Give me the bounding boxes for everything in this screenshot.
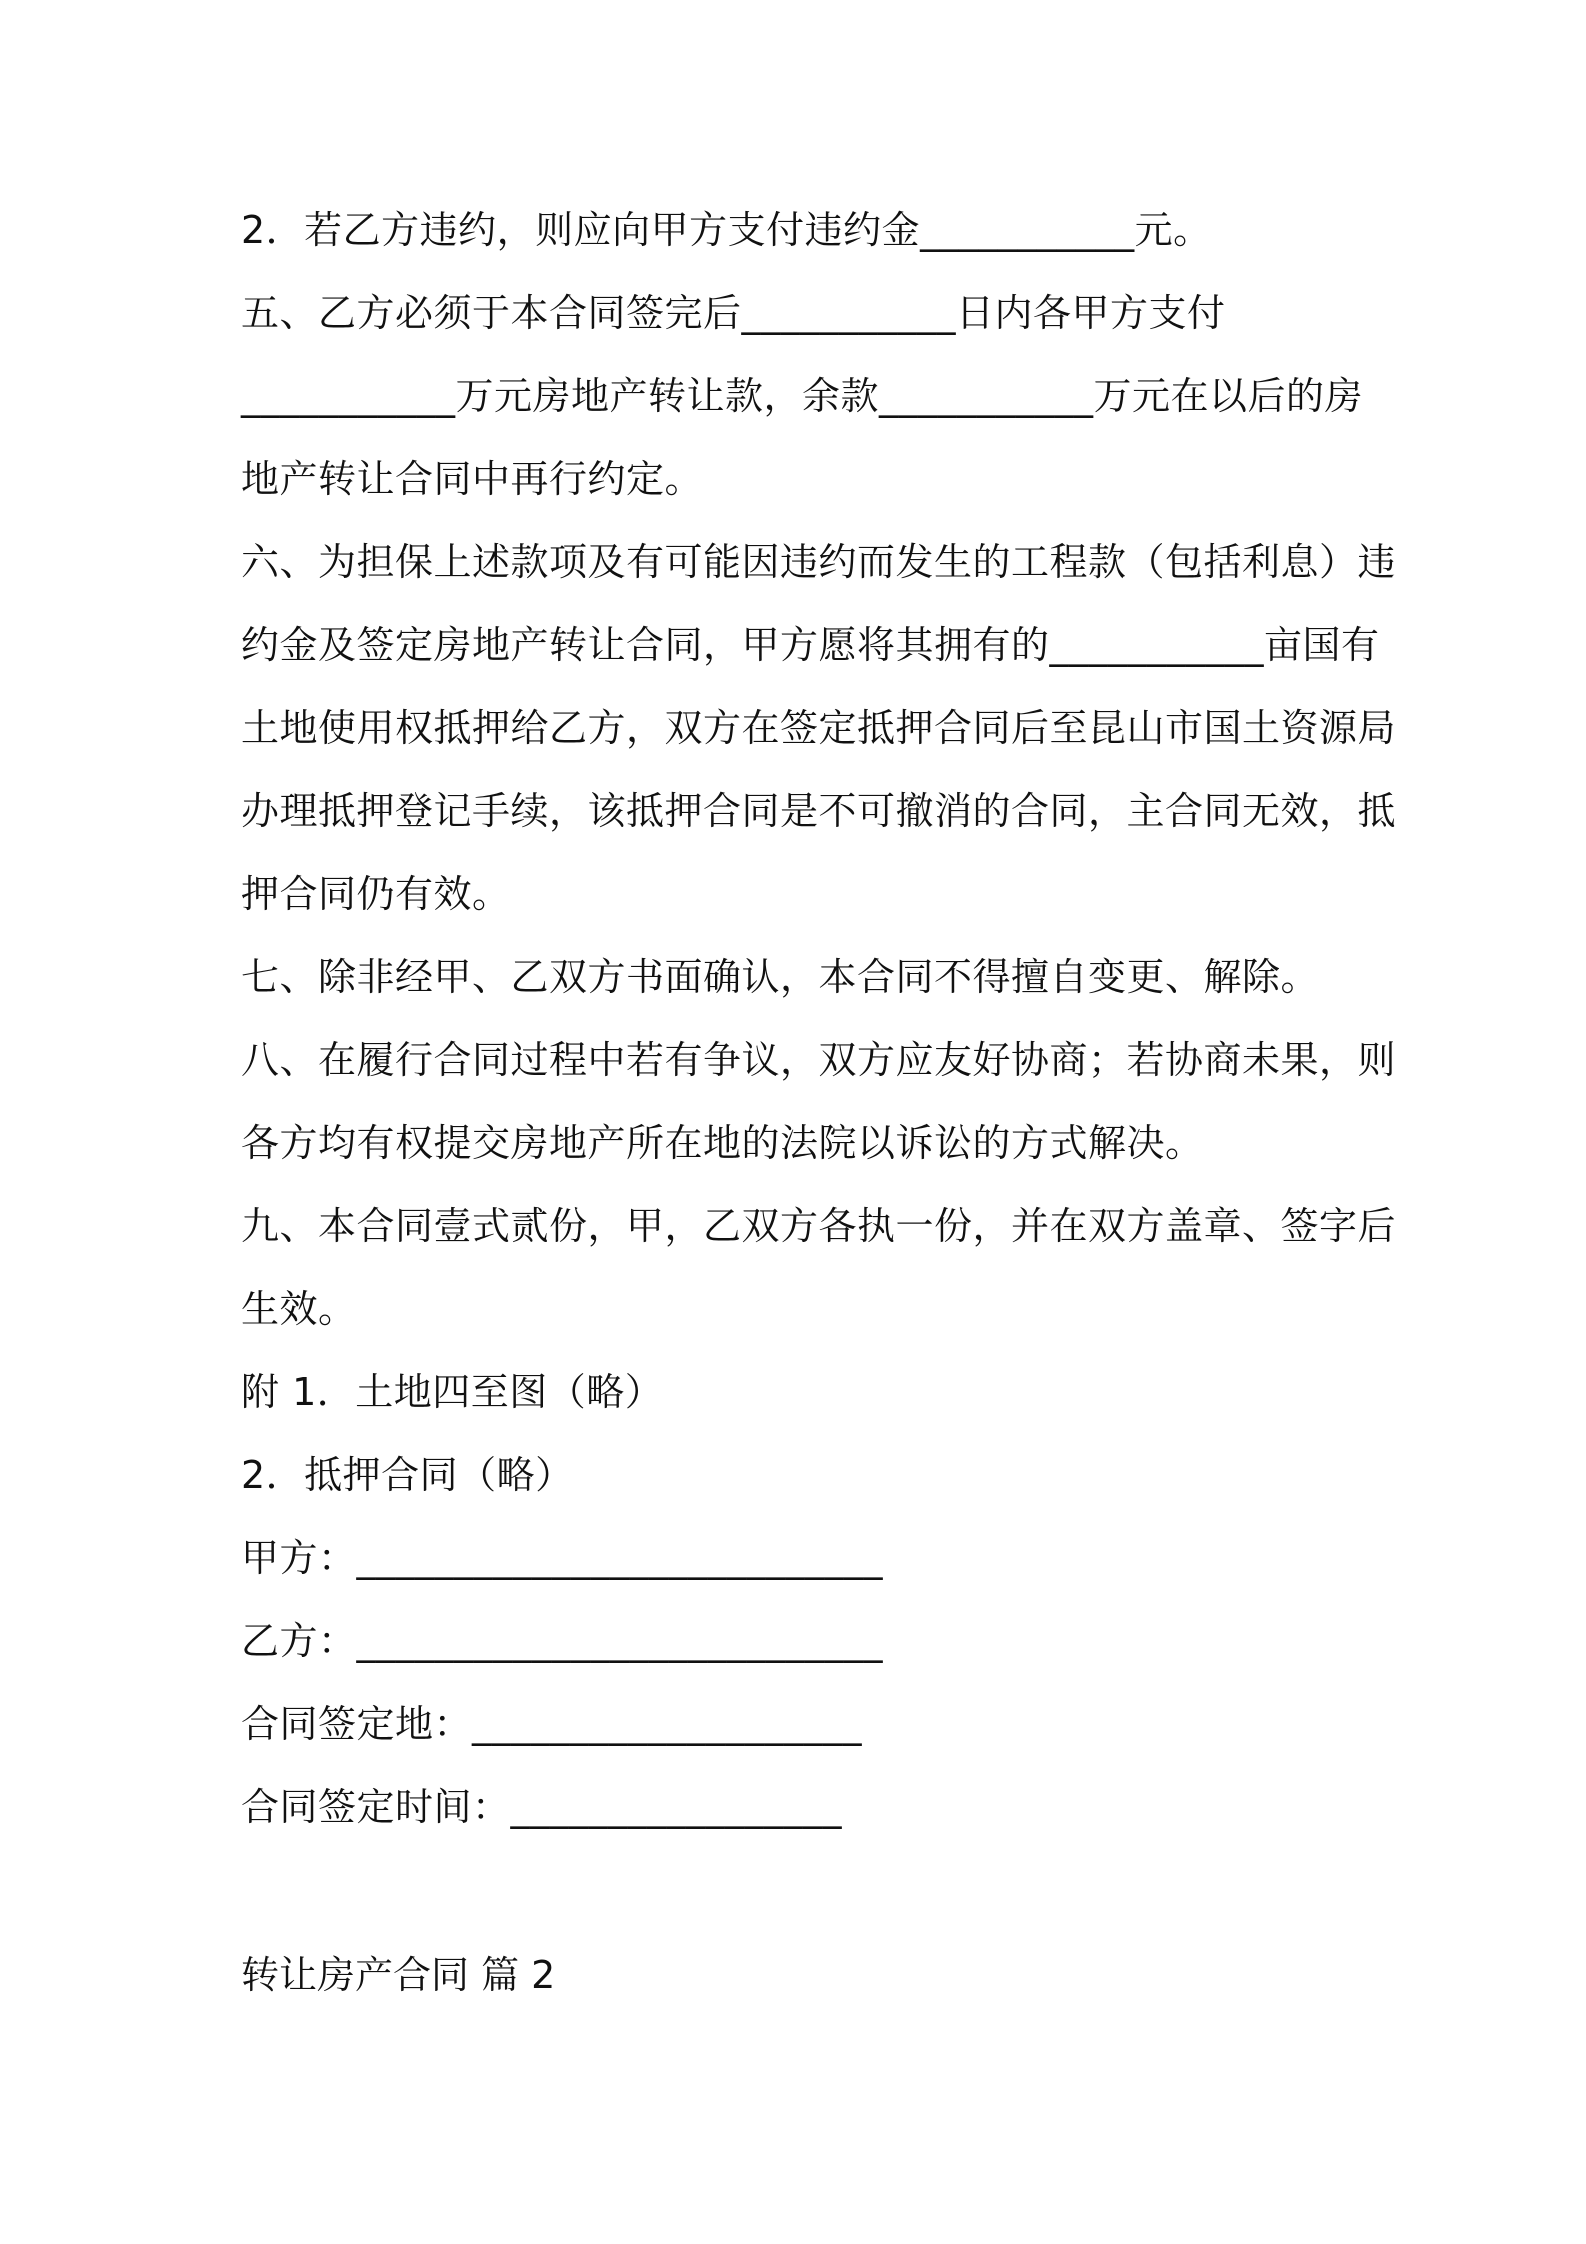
clause-8-line-2: 各方均有权提交房地产所在地的法院以诉讼的方式解决。 <box>241 1121 1204 1165</box>
clause-5-line-1: 五、乙方必须于本合同签完后___________日内各甲方支付 <box>241 291 1226 335</box>
clause-5-line-3: 地产转让合同中再行约定。 <box>241 457 704 501</box>
clause-6-line-2: 约金及签定房地产转让合同，甲方愿将其拥有的___________亩国有 <box>241 623 1380 667</box>
clause-6-line-5: 押合同仍有效。 <box>241 872 511 916</box>
clause-4-item-2: 2．若乙方违约，则应向甲方支付违约金___________元。 <box>241 208 1212 252</box>
clause-8-line-1: 八、在履行合同过程中若有争议，双方应友好协商；若协商未果，则 <box>241 1038 1397 1082</box>
appendix-item-1: 附 1．土地四至图（略） <box>241 1370 664 1414</box>
clause-6-line-1: 六、为担保上述款项及有可能因违约而发生的工程款（包括利息）违 <box>241 540 1397 584</box>
appendix-item-2: 2．抵押合同（略） <box>241 1453 574 1497</box>
clause-9-line-2: 生效。 <box>241 1287 357 1331</box>
clause-7: 七、除非经甲、乙双方书面确认，本合同不得擅自变更、解除。 <box>241 955 1320 999</box>
signing-place-field: 合同签定地：____________________ <box>241 1702 863 1746</box>
clause-5-line-2: ___________万元房地产转让款，余款___________万元在以后的房 <box>241 374 1364 418</box>
next-section-title: 转让房产合同 篇 2 <box>241 1953 556 1997</box>
clause-6-line-4: 办理抵押登记手续，该抵押合同是不可撤消的合同，主合同无效，抵 <box>241 789 1397 833</box>
clause-9-line-1: 九、本合同壹式贰份，甲，乙双方各执一份，并在双方盖章、签字后 <box>241 1204 1397 1248</box>
clause-6-line-3: 土地使用权抵押给乙方，双方在签定抵押合同后至昆山市国土资源局 <box>241 706 1397 750</box>
party-a-signature-field: 甲方：___________________________ <box>241 1536 884 1580</box>
signing-date-field: 合同签定时间：_________________ <box>241 1785 843 1829</box>
party-b-signature-field: 乙方：___________________________ <box>241 1619 884 1663</box>
